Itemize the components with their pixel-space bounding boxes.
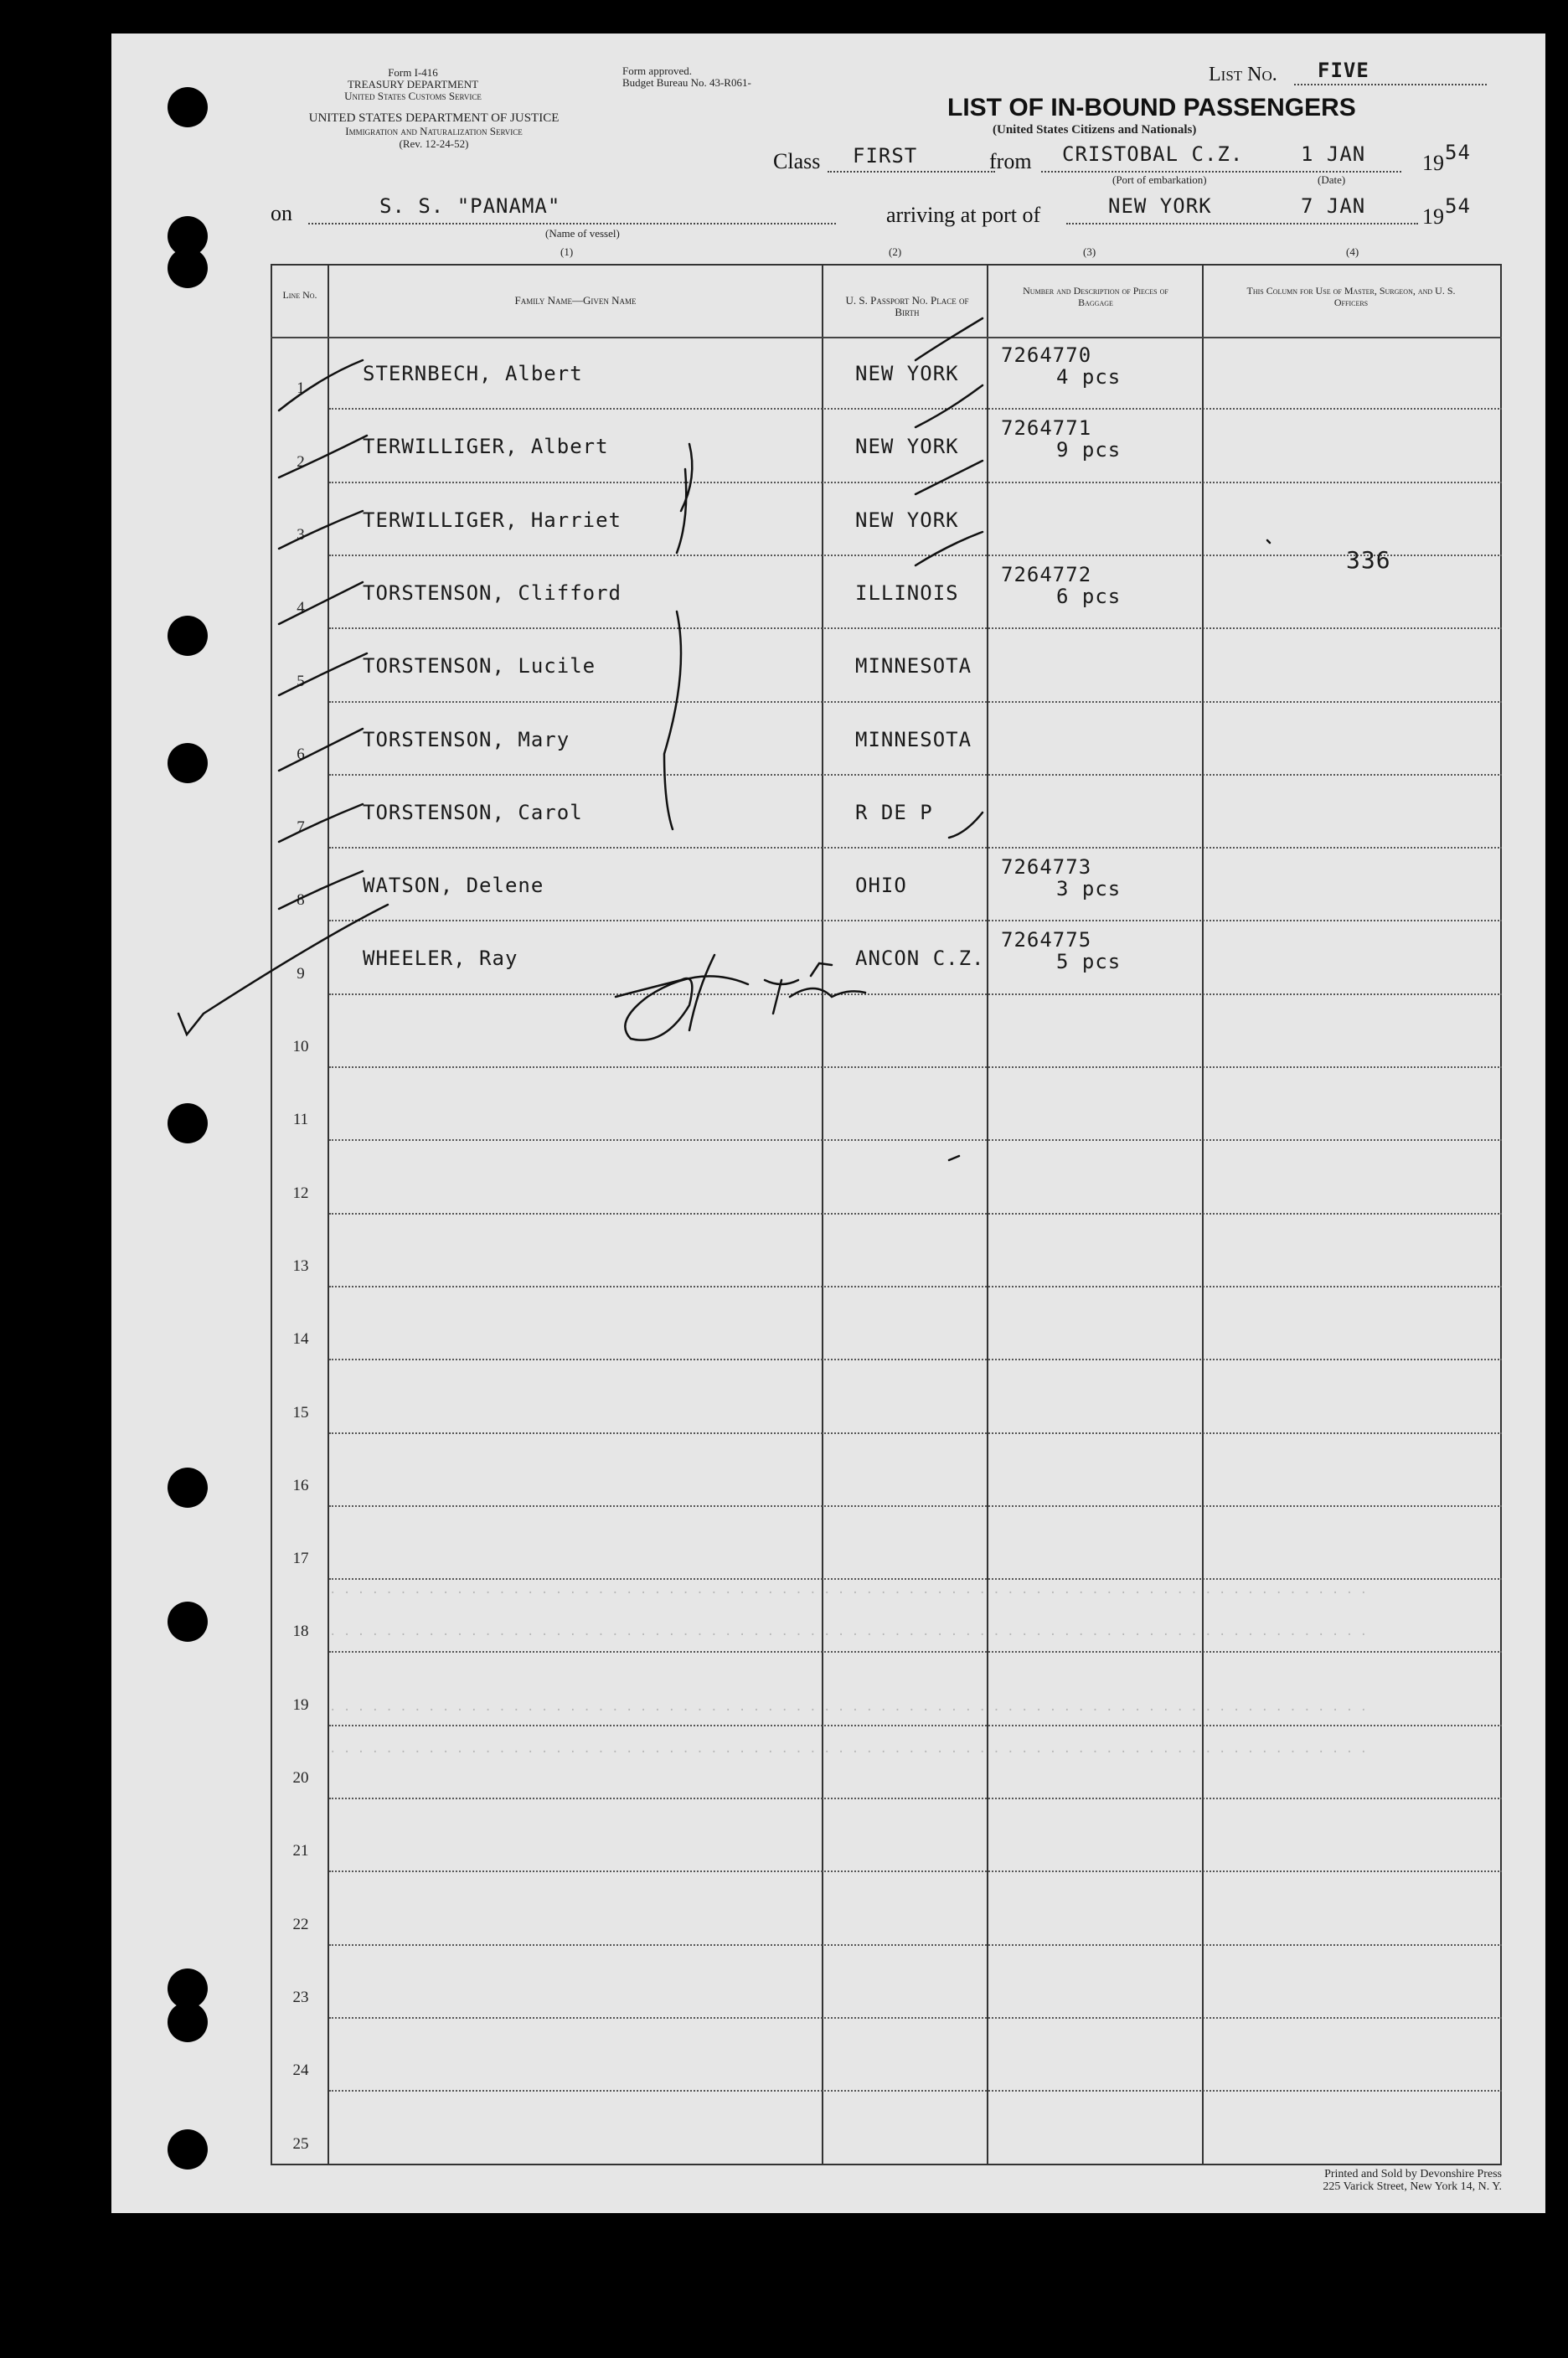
form-approved: Form approved. [622,64,693,77]
bleed-through-text: . . . . . . . . . . . . . . . . . . . . . . . . . . . . . . . . . . . . . . . . . . . . . . . . . . . . . . . . . . . . . . . . . . . . . . . . . . [329,1583,1368,1597]
baggage-number: 7264771 [1001,416,1092,441]
page-subtitle: (United States Citizens and Nationals) [993,123,1197,137]
from-port: CRISTOBAL C.Z. [1062,142,1244,166]
customs-service: United States Customs Service [344,90,482,102]
line-number: 17 [292,1550,309,1568]
line-number: 15 [292,1403,309,1422]
page-title: LIST OF IN-BOUND PASSENGERS [947,94,1356,121]
line-number: 7 [297,818,305,837]
place-of-birth: OHIO [855,874,907,898]
baggage-number: 7264772 [1001,562,1092,586]
line-number: 5 [297,672,305,690]
from-date: 1 JAN [1301,142,1366,166]
treasury-dept: TREASURY DEPARTMENT [347,78,479,90]
year-prefix: 19 [1422,151,1444,175]
place-of-birth: NEW YORK [855,508,959,532]
line-number: 19 [292,1695,309,1714]
line-number: 11 [292,1111,309,1129]
passenger-name: TORSTENSON, Lucile [363,654,596,679]
line-number: 3 [297,525,305,544]
date-caption: (Date) [1318,173,1346,186]
place-of-birth: NEW YORK [855,435,959,459]
place-of-birth: MINNESOTA [855,727,972,751]
list-no-value: FIVE [1318,59,1369,82]
passenger-name: WATSON, Delene [363,874,544,898]
passenger-name: TORSTENSON, Carol [363,800,583,824]
line-number: 10 [292,1038,309,1055]
col-number-1: (1) [560,245,574,258]
line-number: 14 [292,1330,309,1349]
baggage-pieces: 5 pcs [1056,950,1122,974]
place-of-birth: R DE P [855,800,933,824]
list-no-label: List No. [1209,64,1277,85]
manifest-page [111,34,1545,2213]
baggage-pieces: 4 pcs [1056,365,1122,389]
year-prefix-2: 19 [1422,204,1444,229]
col-number-4: (4) [1346,245,1359,258]
bleed-through-text: . . . . . . . . . . . . . . . . . . . . . . . . . . . . . . . . . . . . . . . . . . . . . . . . . . . . . . . . . . . . . . . . . . . . . . . . . . [329,1700,1368,1714]
line-number: 2 [297,452,305,471]
baggage-number: 7264770 [1001,343,1092,367]
printer-line2: 225 Varick Street, New York 14, N. Y. [1323,2180,1502,2193]
on-label: on [271,201,292,225]
line-number: 24 [292,2061,309,2080]
baggage-number: 7264775 [1001,928,1092,952]
passenger-name: TERWILLIGER, Harriet [363,508,622,532]
form-number: Form I-416 [388,66,438,79]
header-officers: This Column for Use of Master, Surgeon, and U. S. Officers [1246,285,1456,308]
place-of-birth: NEW YORK [855,362,959,385]
header-baggage: Number and Description of Pieces of Baggage [1023,285,1168,308]
baggage-pieces: 9 pcs [1056,438,1122,462]
line-number: 9 [297,964,305,983]
place-of-birth: MINNESOTA [855,654,972,679]
class-label: Class [773,149,821,173]
arriving-label: arriving at port of [886,203,1041,227]
header-passport: U. S. Passport No. Place of Birth [845,294,969,318]
arrival-port: NEW YORK [1108,194,1212,218]
printer-line1: Printed and Sold by Devonshire Press [1324,2168,1502,2180]
line-number: 8 [297,891,305,910]
year-value: 54 [1445,141,1471,164]
port-embarkation-caption: (Port of embarkation) [1112,173,1207,186]
line-number: 12 [292,1184,309,1202]
year-value-2: 54 [1445,194,1471,218]
printer-footer [1184,2168,1502,2193]
line-number: 23 [292,1988,309,2006]
header-name: Family Name—Given Name [514,294,637,307]
justice-dept: UNITED STATES DEPARTMENT OF JUSTICE [308,111,560,125]
line-number: 13 [292,1256,309,1275]
place-of-birth: ILLINOIS [855,580,959,605]
col-number-3: (3) [1083,245,1096,258]
ins-service: Immigration and Naturalization Service [345,125,523,137]
vessel-caption: (Name of vessel) [545,227,620,240]
passenger-name: STERNBECH, Albert [363,362,583,385]
passenger-name: TORSTENSON, Clifford [363,580,622,605]
bleed-through-text: . . . . . . . . . . . . . . . . . . . . . . . . . . . . . . . . . . . . . . . . . . . . . . . . . . . . . . . . . . . . . . . . . . . . . . . . . . [329,1742,1368,1756]
passenger-name: WHEELER, Ray [363,947,518,971]
class-value: FIRST [853,144,918,168]
baggage-number: 7264773 [1001,855,1092,880]
bleed-through-text: . . . . . . . . . . . . . . . . . . . . . . . . . . . . . . . . . . . . . . . . . . . . . . . . . . . . . . . . . . . . . . . . . . . . . . . . . . [329,1625,1368,1638]
line-number: 18 [292,1623,309,1641]
handwritten-marks [111,34,1545,2213]
line-number: 22 [292,1915,309,1933]
passenger-name: TORSTENSON, Mary [363,727,570,751]
form-revision: (Rev. 12-24-52) [399,137,469,150]
line-number: 16 [292,1476,309,1494]
passenger-name: TERWILLIGER, Albert [363,435,609,459]
line-number: 21 [292,1842,309,1860]
line-number: 6 [297,745,305,763]
line-number: 20 [292,1769,309,1787]
budget-bureau: Budget Bureau No. 43-R061- [622,76,751,89]
baggage-pieces: 3 pcs [1056,877,1122,901]
officer-note: 336 [1346,546,1391,574]
line-number: 25 [292,2134,309,2153]
vessel-name: S. S. "PANAMA" [379,194,561,218]
baggage-pieces: 6 pcs [1056,584,1122,608]
col-number-2: (2) [889,245,902,258]
line-number: 4 [297,599,305,617]
from-label: from [989,149,1032,173]
line-number: 1 [297,379,305,398]
place-of-birth: ANCON C.Z. [855,947,985,971]
arrival-date: 7 JAN [1301,194,1366,218]
header-line-no: Line No. [282,289,317,301]
